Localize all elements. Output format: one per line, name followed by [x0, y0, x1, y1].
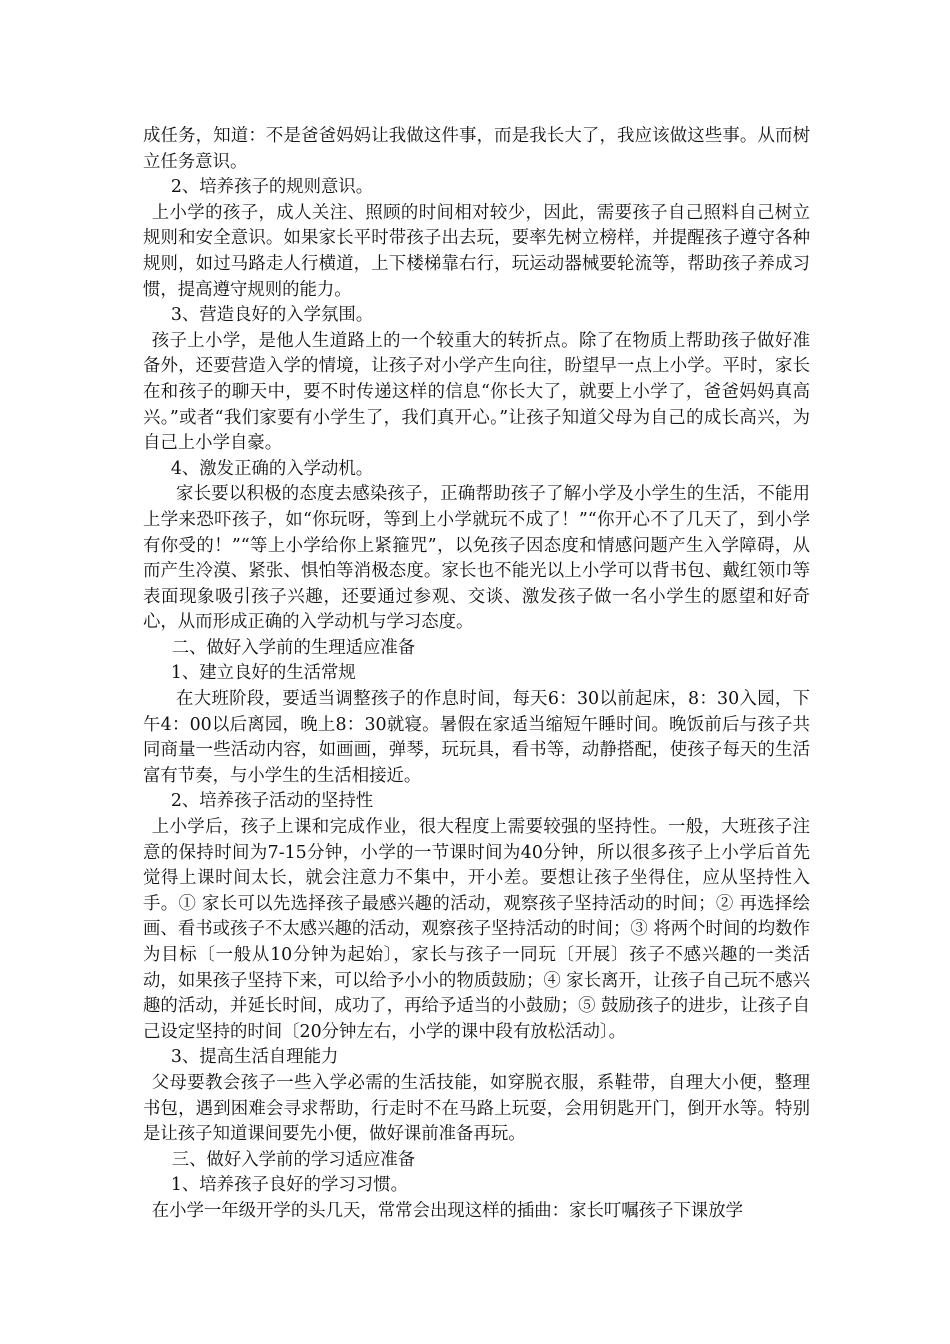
paragraph-task-awareness: 成任务，知道：不是爸爸妈妈让我做这件事，而是我长大了，我应该做这些事。从而树立任务意识。 — [143, 126, 810, 172]
paragraph-study-habits: 在小学一年级开学的头几天，常常会出现这样的插曲：家长叮嘱孩子下课放学 — [151, 1200, 743, 1221]
heading-rule-awareness: 2、培养孩子的规则意识。 — [170, 177, 374, 198]
heading-study-habits: 1、培养孩子良好的学习习惯。 — [170, 1175, 408, 1196]
section-heading-physiological: 二、做好入学前的生理适应准备 — [171, 637, 416, 658]
paragraph-self-care: 父母要教会孩子一些入学必需的生活技能，如穿脱衣服，系鞋带，自理大小便，整理书包，遇到困难会寻求帮助，行走时不在马路上玩耍，会用钥匙开门，倒开水等。特别是让孩子知道课间要先小便，做好课前准备再玩。 — [143, 1072, 810, 1145]
heading-self-care: 3、提高生活自理能力 — [170, 1047, 339, 1068]
heading-daily-routine: 1、建立良好的生活常规 — [170, 663, 356, 684]
section-heading-learning: 三、做好入学前的学习适应准备 — [171, 1149, 416, 1170]
paragraph-school-atmosphere: 孩子上小学，是他人生道路上的一个较重大的转折点。除了在物质上帮助孩子做好准备外，还要营造入学的情境，让孩子对小学产生向往，盼望早一点上小学。平时，家长在和孩子的聊天中，要不时传递这样的信息“你长大了，就要上小学了，爸爸妈妈真高兴。”或者“我们家要有小学生了，我们真开心。”让孩子知道父母为自己的成长高兴，为自己上小学自豪。 — [143, 330, 810, 454]
heading-school-atmosphere: 3、营造良好的入学氛围。 — [170, 305, 374, 326]
heading-school-motivation: 4、激发正确的入学动机。 — [170, 458, 374, 479]
paragraph-school-motivation: 家长要以积极的态度去感染孩子，正确帮助孩子了解小学及小学生的生活，不能用上学来恐吓孩子，如“你玩呀，等到上小学就玩不成了！”“你开心不了几天了，到小学有你受的！”“等上小学给你上紧箍咒”，以免孩子因态度和情感问题产生入学障碍，从而产生冷漠、紧张、惧怕等消极态度。家长也不能光以上小学可以背书包、戴红领巾等表面现象吸引孩子兴趣，还要通过参观、交谈、激发孩子做一名小学生的愿望和好奇心，从而形成正确的入学动机与学习态度。 — [143, 484, 810, 633]
document-body — [143, 124, 810, 1225]
heading-persistence: 2、培养孩子活动的坚持性 — [170, 791, 374, 812]
paragraph-persistence: 上小学后，孩子上课和完成作业，很大程度上需要较强的坚持性。一般，大班孩子注意的保持时间为7-15分钟，小学的一节课时间为40分钟，所以很多孩子上小学后首先觉得上课时间太长，就会注意力不集中，开小差。要想让孩子坐得住，应从坚持性入手。① 家长可以先选择孩子最感兴趣的活动，观察孩子坚持活动的时间；② 再选择绘画、看书或孩子不太感兴趣的活动，观察孩子坚持活动的时间；③ 将两个时间的均数作为目标〔一般从10分钟为起始〕，家长与孩子一同玩〔开展〕孩子不感兴趣的一类活动，如果孩子坚持下来，可以给予小小的物质鼓励；④ 家长离开，让孩子自己玩不感兴趣的活动，并延长时间，成功了，再给予适当的小鼓励；⑤ 鼓励孩子的进步，让孩子自己设定坚持的时间〔20分钟左右，小学的课中段有放松活动〕。 — [143, 817, 810, 1042]
paragraph-daily-routine: 在大班阶段，要适当调整孩子的作息时间，每天6：30以前起床，8：30入园，下午4：00以后离园，晚上8：30就寝。暑假在家适当缩短午睡时间。晚饭前后与孩子共同商量一些活动内容，如画画，弹琴，玩玩具，看书等，动静搭配，使孩子每天的生活富有节奏，与小学生的生活相接近。 — [143, 689, 810, 786]
paragraph-rule-awareness: 上小学的孩子，成人关注、照顾的时间相对较少，因此，需要孩子自己照料自己树立规则和安全意识。如果家长平时带孩子出去玩，要率先树立榜样，并提醒孩子遵守各种规则，如过马路走人行横道，上下楼梯靠右行，玩运动器械要轮流等，帮助孩子养成习惯，提高遵守规则的能力。 — [143, 202, 810, 300]
